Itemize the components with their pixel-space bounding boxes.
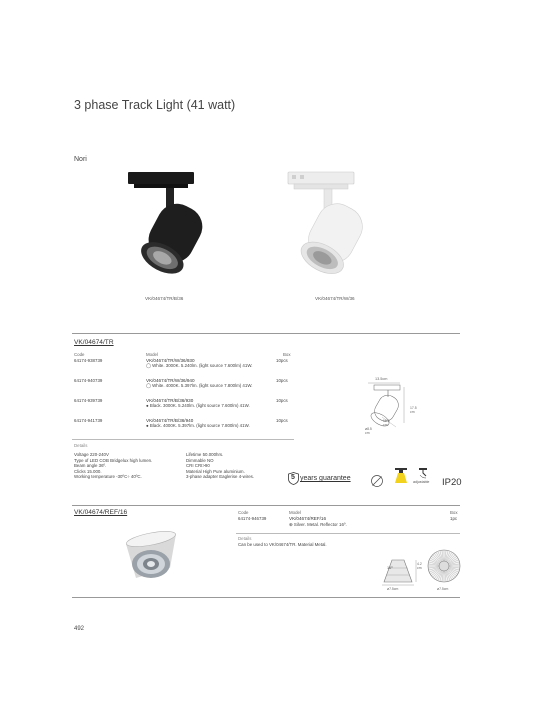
details-divider (236, 533, 460, 534)
beam-light-icon (394, 467, 408, 485)
row-desc: ● Black. 4000K. 5.397lm. (light source 7.800lm) 41W. (146, 423, 250, 428)
model-column-header: Model (146, 352, 158, 357)
product-family: Nori (74, 156, 87, 163)
white-track-light-image (282, 170, 392, 290)
row-box: 10pcs (276, 358, 288, 363)
row-code: 64174-939739 (74, 398, 103, 403)
reflector-front-drawing (426, 548, 462, 584)
table-row (74, 418, 294, 438)
details-divider (72, 439, 294, 440)
box-column-header: Box (283, 352, 291, 357)
reflector-details: Can be used to VK/04674/TR. Material Metal. (238, 542, 327, 547)
row-box: 10pcs (276, 378, 288, 383)
product-table (74, 358, 294, 438)
adjustable-label: adjustable (413, 480, 430, 484)
row-code: 64174-938739 (74, 358, 103, 363)
details-left-list (74, 452, 152, 480)
spec-line: Beam angle 36º. (74, 463, 107, 469)
reflector-dim-1: ø7.5cm (387, 587, 399, 591)
table-row (74, 398, 294, 418)
reflector-height: 4.2 cm (417, 562, 422, 570)
row-desc: ◯ White. 3000K. 5.240lm. (light source 7.600lm) 41W. (146, 363, 253, 368)
dim-bottom: ø8.5 cm (365, 427, 372, 435)
details-right-list (186, 452, 254, 480)
row-box: 10pcs (276, 398, 288, 403)
section-heading-ref: VK/04674/REF/16 (74, 509, 128, 516)
details-label: Details (238, 536, 252, 541)
black-track-light-image (120, 170, 230, 290)
spec-line: Dimmable NO (186, 457, 214, 463)
model-column-header: Model (289, 510, 301, 515)
guarantee-text: years guarantee (300, 475, 351, 482)
dim-top: 13.5cm (375, 377, 388, 381)
spec-line: 3-phase adapter Eaglerise 4-wires. (186, 474, 255, 480)
row-model: VK/04674/TR/W/36/930 (146, 358, 195, 363)
white-light-caption: VK/04674/TR/W/36 (315, 296, 355, 301)
details-label: Details (74, 443, 88, 448)
code-column-header: Code (238, 510, 249, 515)
row-model: VK/04674/TR/B/36/940 (146, 418, 194, 423)
spec-line: Material High Pure aluminium. (186, 468, 245, 474)
section-divider (72, 505, 460, 506)
reflector-dim-2: ø7.5cm (437, 587, 449, 591)
section-divider (72, 597, 460, 598)
table-row (74, 358, 294, 378)
dim-right: 17.5 cm (410, 406, 417, 414)
spec-line: Clicks 15.000. (74, 468, 102, 474)
black-light-caption: VK/04674/TR/B/36 (145, 296, 184, 301)
row-model: VK/04674/TR/W/36/940 (146, 378, 195, 383)
row-desc: ◯ White. 4000K. 5.397lm. (light source 7.800lm) 41W. (146, 383, 253, 388)
section-heading-tr: VK/04674/TR (74, 339, 114, 346)
ip-rating: IP20 (442, 477, 462, 488)
reflector-code: 64174-946739 (238, 516, 267, 521)
no-dimmer-icon (370, 474, 384, 488)
row-box: 10pcs (276, 418, 288, 423)
reflector-desc: ⊕ Silver. Metal. Reflector 16º. (289, 522, 347, 527)
page-number: 492 (74, 626, 85, 632)
reflector-image (120, 530, 182, 584)
table-row (74, 378, 294, 398)
reflector-box: 1pc (450, 516, 458, 521)
spec-line: Type of LED COB Bridgelux high lumen. (74, 457, 153, 463)
dim-mid: 16.5 cm (383, 419, 390, 427)
section-divider (72, 333, 460, 334)
reflector-model: VK/04674/REF/16 (289, 516, 327, 521)
spec-line: Voltage 220-240V (74, 452, 109, 457)
reflector-angle: 16º (387, 566, 393, 570)
spec-line: Working temperature -30ºC÷ 40ºC. (74, 474, 142, 480)
row-code: 64174-941739 (74, 418, 103, 423)
adjustable-icon (418, 467, 430, 479)
row-model: VK/04674/TR/B/36/930 (146, 398, 194, 403)
row-desc: ● Black. 3000K. 5.240lm. (light source 7.600lm) 41W. (146, 403, 250, 408)
row-code: 64174-940739 (74, 378, 103, 383)
reflector-side-drawing (378, 556, 418, 590)
page-title: 3 phase Track Light (41 watt) (74, 98, 236, 112)
code-column-header: Code (74, 352, 85, 357)
guarantee-number: 5 (291, 474, 295, 481)
spec-line: CRI CRI>90 (186, 463, 210, 469)
box-column-header: Box (450, 510, 458, 515)
spec-line: Lifetime 50.000hrs. (186, 452, 224, 457)
